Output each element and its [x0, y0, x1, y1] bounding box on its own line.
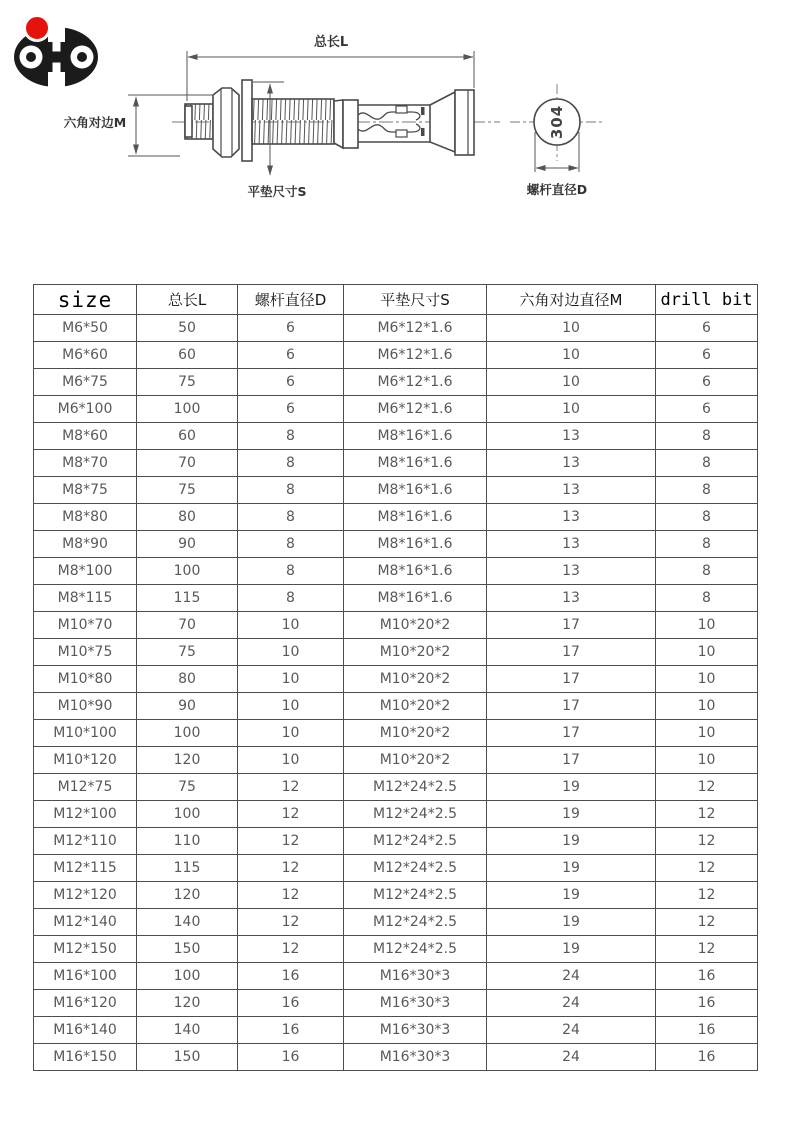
table-cell: M8*90 [34, 531, 137, 558]
table-row [34, 882, 758, 909]
table-cell: M6*100 [34, 396, 137, 423]
table-cell: 8 [238, 531, 344, 558]
table-cell: 10 [656, 720, 758, 747]
table-cell: 75 [137, 369, 238, 396]
table-cell: 12 [656, 855, 758, 882]
table-row [34, 315, 758, 342]
table-cell: M6*50 [34, 315, 137, 342]
table-cell: 12 [238, 801, 344, 828]
table-cell: M8*16*1.6 [344, 585, 487, 612]
table-cell: 8 [656, 423, 758, 450]
table-cell: 19 [487, 909, 656, 936]
table-cell: 100 [137, 396, 238, 423]
table-cell: 17 [487, 666, 656, 693]
threaded-shaft [252, 99, 334, 144]
table-cell: 8 [238, 477, 344, 504]
table-cell: M16*30*3 [344, 1044, 487, 1071]
column-header: 六角对边直径M [487, 285, 656, 315]
table-cell: 150 [137, 1044, 238, 1071]
table-cell: M16*30*3 [344, 990, 487, 1017]
table-row [34, 639, 758, 666]
table-row [34, 369, 758, 396]
table-cell: 16 [238, 1017, 344, 1044]
table-cell: M16*100 [34, 963, 137, 990]
table-cell: 8 [656, 477, 758, 504]
table-cell: M10*90 [34, 693, 137, 720]
logo-red-dot [25, 16, 50, 41]
table-cell: 17 [487, 693, 656, 720]
table-cell: M6*60 [34, 342, 137, 369]
table-row [34, 1044, 758, 1071]
table-cell: M10*75 [34, 639, 137, 666]
table-cell: M8*16*1.6 [344, 558, 487, 585]
table-cell: 120 [137, 747, 238, 774]
table-cell: 70 [137, 450, 238, 477]
table-cell: M16*120 [34, 990, 137, 1017]
table-cell: 100 [137, 720, 238, 747]
table-cell: 16 [238, 1044, 344, 1071]
table-cell: M10*20*2 [344, 612, 487, 639]
table-cell: 10 [656, 747, 758, 774]
table-cell: 12 [238, 936, 344, 963]
section-view [510, 84, 604, 172]
table-cell: 10 [656, 666, 758, 693]
table-cell: M16*30*3 [344, 1017, 487, 1044]
table-cell: 8 [656, 558, 758, 585]
table-cell: M6*12*1.6 [344, 396, 487, 423]
table-row [34, 1017, 758, 1044]
table-row [34, 963, 758, 990]
table-cell: 10 [238, 720, 344, 747]
table-row [34, 666, 758, 693]
table-cell: 17 [487, 612, 656, 639]
table-cell: 16 [238, 963, 344, 990]
table-row [34, 909, 758, 936]
table-cell: M8*16*1.6 [344, 423, 487, 450]
table-cell: 12 [656, 774, 758, 801]
table-row [34, 504, 758, 531]
table-row [34, 774, 758, 801]
table-cell: M10*120 [34, 747, 137, 774]
table-cell: 80 [137, 666, 238, 693]
table-row [34, 531, 758, 558]
table-cell: 90 [137, 693, 238, 720]
table-cell: 115 [137, 855, 238, 882]
table-cell: M10*20*2 [344, 720, 487, 747]
table-cell: 19 [487, 936, 656, 963]
table-cell: 8 [238, 558, 344, 585]
table-cell: 140 [137, 1017, 238, 1044]
table-row [34, 828, 758, 855]
table-row [34, 396, 758, 423]
table-cell: 90 [137, 531, 238, 558]
table-cell: 110 [137, 828, 238, 855]
table-cell: M12*24*2.5 [344, 855, 487, 882]
table-cell: 12 [656, 882, 758, 909]
table-cell: 75 [137, 774, 238, 801]
table-cell: 12 [238, 855, 344, 882]
table-cell: 10 [238, 639, 344, 666]
table-cell: 50 [137, 315, 238, 342]
column-header: drill bit [656, 285, 758, 315]
flat-washer [242, 80, 252, 161]
table-cell: 10 [656, 693, 758, 720]
table-cell: 6 [656, 342, 758, 369]
spec-table-body [34, 315, 758, 1071]
table-row [34, 585, 758, 612]
table-cell: 8 [238, 585, 344, 612]
table-row [34, 990, 758, 1017]
table-cell: M12*24*2.5 [344, 828, 487, 855]
brand-logo [14, 16, 98, 89]
table-cell: 13 [487, 423, 656, 450]
table-cell: 6 [238, 369, 344, 396]
table-cell: 115 [137, 585, 238, 612]
table-row [34, 423, 758, 450]
hex-flats-label: 六角对边M [63, 115, 127, 130]
total-length-label: 总长L [313, 35, 349, 50]
table-cell: M10*80 [34, 666, 137, 693]
table-row [34, 612, 758, 639]
header-row [34, 285, 758, 315]
table-cell: M12*24*2.5 [344, 936, 487, 963]
table-cell: M8*60 [34, 423, 137, 450]
table-row [34, 450, 758, 477]
table-cell: 80 [137, 504, 238, 531]
table-cell: M12*140 [34, 909, 137, 936]
table-cell: 12 [238, 882, 344, 909]
table-cell: 6 [656, 396, 758, 423]
table-cell: M8*16*1.6 [344, 450, 487, 477]
table-cell: 70 [137, 612, 238, 639]
table-cell: M8*75 [34, 477, 137, 504]
table-cell: 19 [487, 882, 656, 909]
table-cell: 6 [238, 342, 344, 369]
table-cell: 24 [487, 990, 656, 1017]
table-cell: M8*70 [34, 450, 137, 477]
table-cell: 120 [137, 882, 238, 909]
table-cell: 100 [137, 558, 238, 585]
table-cell: M10*70 [34, 612, 137, 639]
table-cell: M10*20*2 [344, 747, 487, 774]
table-cell: M6*75 [34, 369, 137, 396]
column-header: 总长L [137, 285, 238, 315]
table-cell: 6 [656, 369, 758, 396]
column-header: size [34, 285, 137, 315]
table-row [34, 747, 758, 774]
table-cell: 16 [656, 990, 758, 1017]
cone-tip [430, 92, 455, 152]
table-cell: M8*16*1.6 [344, 531, 487, 558]
table-cell: M10*20*2 [344, 693, 487, 720]
table-cell: 12 [656, 801, 758, 828]
table-cell: M12*24*2.5 [344, 801, 487, 828]
table-cell: 8 [238, 423, 344, 450]
table-row [34, 558, 758, 585]
table-cell: 16 [656, 1017, 758, 1044]
table-cell: 60 [137, 423, 238, 450]
table-cell: 13 [487, 504, 656, 531]
table-cell: M16*140 [34, 1017, 137, 1044]
table-cell: 19 [487, 828, 656, 855]
table-cell: 10 [487, 396, 656, 423]
washer-size-label: 平垫尺寸S [247, 184, 307, 199]
material-label: 304 [548, 104, 566, 140]
table-cell: 10 [238, 693, 344, 720]
table-cell: M8*80 [34, 504, 137, 531]
rod-diameter-label: 螺杆直径D [526, 182, 588, 197]
table-cell: 13 [487, 450, 656, 477]
table-cell: 16 [238, 990, 344, 1017]
table-cell: 8 [656, 504, 758, 531]
table-cell: 17 [487, 720, 656, 747]
technical-diagram [0, 0, 790, 250]
table-row [34, 936, 758, 963]
table-cell: M8*16*1.6 [344, 477, 487, 504]
table-cell: M6*12*1.6 [344, 342, 487, 369]
table-cell: 17 [487, 747, 656, 774]
table-row [34, 477, 758, 504]
table-cell: 8 [656, 531, 758, 558]
table-cell: 19 [487, 774, 656, 801]
table-row [34, 801, 758, 828]
table-cell: M6*12*1.6 [344, 315, 487, 342]
table-cell: 75 [137, 477, 238, 504]
table-cell: 13 [487, 531, 656, 558]
table-cell: 12 [238, 828, 344, 855]
table-cell: M12*24*2.5 [344, 909, 487, 936]
table-cell: 13 [487, 477, 656, 504]
table-cell: M12*75 [34, 774, 137, 801]
hex-nut [213, 88, 239, 157]
table-cell: 6 [238, 396, 344, 423]
table-cell: M8*100 [34, 558, 137, 585]
table-cell: 24 [487, 1044, 656, 1071]
table-row [34, 855, 758, 882]
table-cell: 60 [137, 342, 238, 369]
table-cell: 100 [137, 963, 238, 990]
table-cell: 10 [656, 639, 758, 666]
table-cell: 12 [656, 828, 758, 855]
table-cell: 10 [487, 315, 656, 342]
table-cell: 10 [238, 666, 344, 693]
table-cell: 16 [656, 1044, 758, 1071]
table-row [34, 693, 758, 720]
table-cell: M10*20*2 [344, 666, 487, 693]
table-cell: 150 [137, 936, 238, 963]
table-row [34, 720, 758, 747]
table-cell: M8*16*1.6 [344, 504, 487, 531]
table-cell: 8 [238, 450, 344, 477]
table-cell: 10 [238, 612, 344, 639]
table-cell: 75 [137, 639, 238, 666]
table-cell: 100 [137, 801, 238, 828]
table-cell: 8 [656, 450, 758, 477]
table-cell: 10 [487, 369, 656, 396]
table-cell: 8 [656, 585, 758, 612]
column-header: 螺杆直径D [238, 285, 344, 315]
table-cell: M12*150 [34, 936, 137, 963]
table-cell: M12*100 [34, 801, 137, 828]
column-header: 平垫尺寸S [344, 285, 487, 315]
table-cell: M10*20*2 [344, 639, 487, 666]
table-cell: 10 [238, 747, 344, 774]
table-cell: 12 [238, 774, 344, 801]
table-cell: 6 [238, 315, 344, 342]
table-cell: 120 [137, 990, 238, 1017]
table-cell: 17 [487, 639, 656, 666]
table-cell: M16*150 [34, 1044, 137, 1071]
table-cell: 10 [656, 612, 758, 639]
expansion-clip [358, 105, 430, 142]
table-cell: M12*24*2.5 [344, 882, 487, 909]
table-cell: 6 [656, 315, 758, 342]
table-cell: 19 [487, 855, 656, 882]
table-cell: 24 [487, 963, 656, 990]
anchor-bolt-drawing [172, 80, 500, 161]
table-cell: 12 [656, 936, 758, 963]
table-cell: 16 [656, 963, 758, 990]
table-cell: M12*24*2.5 [344, 774, 487, 801]
table-cell: 8 [238, 504, 344, 531]
table-cell: 13 [487, 585, 656, 612]
table-cell: M16*30*3 [344, 963, 487, 990]
spec-table [33, 284, 758, 1071]
table-cell: M12*115 [34, 855, 137, 882]
table-cell: 140 [137, 909, 238, 936]
table-cell: M6*12*1.6 [344, 369, 487, 396]
table-cell: 19 [487, 801, 656, 828]
table-row [34, 342, 758, 369]
table-cell: 12 [238, 909, 344, 936]
table-cell: M8*115 [34, 585, 137, 612]
table-cell: 10 [487, 342, 656, 369]
table-cell: M10*100 [34, 720, 137, 747]
table-cell: 13 [487, 558, 656, 585]
table-cell: 24 [487, 1017, 656, 1044]
table-cell: 12 [656, 909, 758, 936]
table-cell: M12*110 [34, 828, 137, 855]
table-cell: M12*120 [34, 882, 137, 909]
